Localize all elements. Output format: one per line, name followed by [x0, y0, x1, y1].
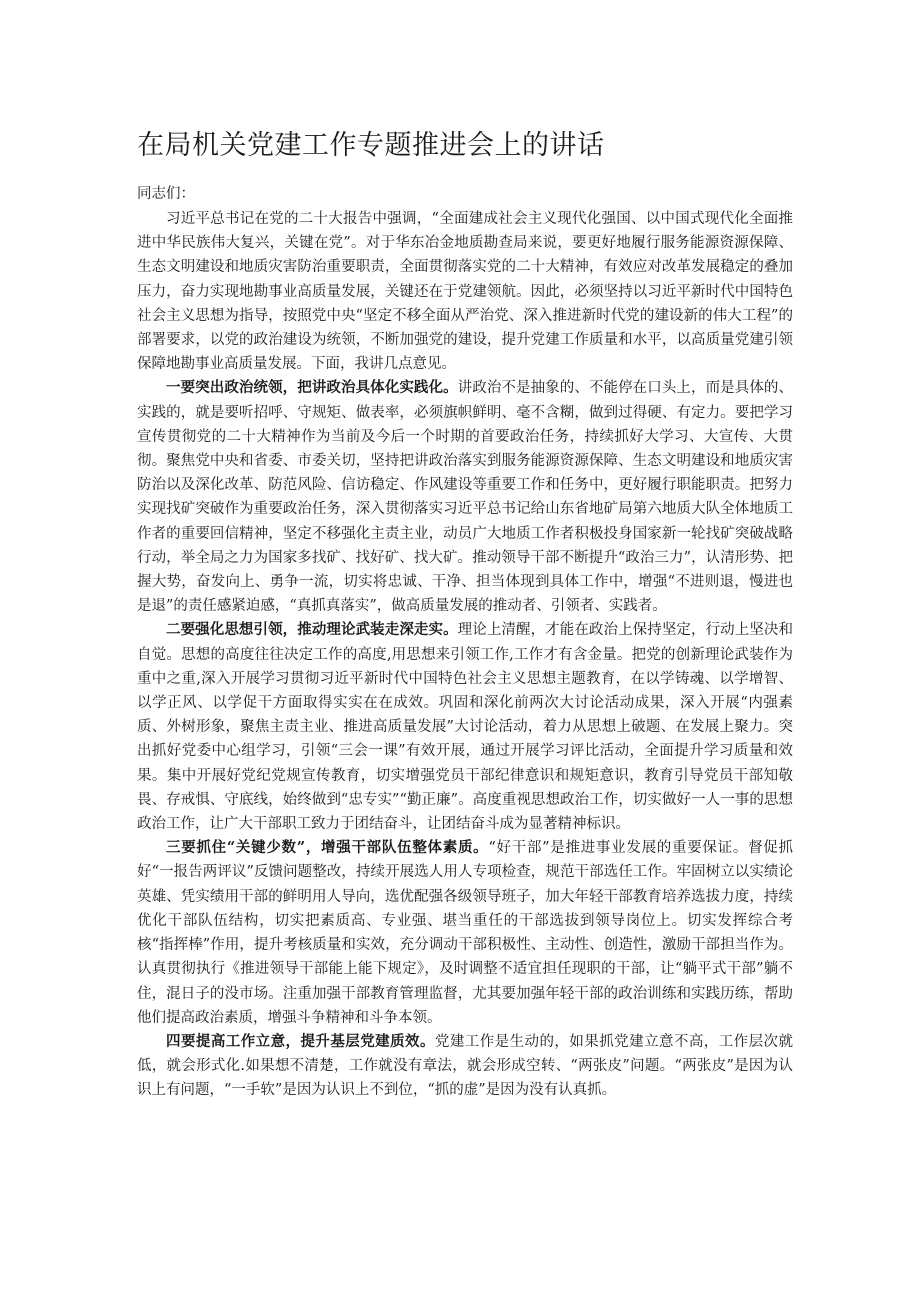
paragraph-lead: 四要提高工作立意，提升基层党建质效。	[166, 1032, 435, 1050]
paragraph-point-2	[137, 618, 793, 836]
paragraph-text: “好干部”是推进事业发展的重要保证。督促抓好“一报告两评议”反馈问题整改，持续开展选人用人专项检查，规范干部选任工作。牢固树立以实绩论英雄、凭实绩用干部的鲜明用人导向，选优配强各级领导班子，加大年轻干部教育培养选拔力度，持续优化干部队伍结构，切实把素质高、专业强、堪当重任的干部选拔到领导岗位上。切实发挥综合考核“指挥棒”作用，提升考核质量和实效，充分调动干部积极性、主动性、创造性，激励干部担当作为。认真贯彻执行《推进领导干部能上能下规定》，及时调整不适宜担任现职的干部，让“躺平式干部”躺不住，混日子的没市场。注重加强干部教育管理监督，尤其要加强年轻干部的政治训练和实践历练，帮助他们提高政治素质，增强斗争精神和斗争本领。	[137, 840, 793, 1026]
paragraph-lead: 一要突出政治统领，把讲政治具体化实践化。	[166, 379, 458, 397]
paragraph-point-3	[137, 836, 793, 1030]
salutation: 同志们：	[137, 186, 195, 202]
paragraph-text: 理论上清醒，才能在政治上保持坚定，行动上坚决和自觉。思想的高度往往决定工作的高度,用思想来引领工作,工作才有含金量。把党的创新理论武装作为重中之重,深入开展学习贯彻习近平新时代中国特色社会主义思想主题教育，在以学铸魂、以学增智、以学正风、以学促干方面取得实实在在成效。巩固和深化前两次大讨论活动成果，深入开展“内强素质、外树形象，聚焦主责主业、推进高质量发展”大讨论活动，着力从思想上破题、在发展上聚力。突出抓好党委中心组学习，引领“三会一课”有效开展，通过开展学习评比活动，全面提升学习质量和效果。集中开展好党纪党规宣传教育，切实增强党员干部纪律意识和规矩意识，教育引导党员干部知敬畏、存戒惧、守底线，始终做到“忠专实”“勤正廉”。高度重视思想政治工作，切实做好一人一事的思想政治工作，让广大干部职工致力于团结奋斗，让团结奋斗成为显著精神标识。	[137, 622, 794, 833]
paragraph-text: 讲政治不是抽象的、不能停在口头上，而是具体的、实践的，就是要听招呼、守规矩、做表率，必须旗帜鲜明、毫不含糊，做到过得硬、有定力。要把学习宣传贯彻党的二十大精神作为当前及今后一个时期的首要政治任务，持续抓好大学习、大宣传、大贯彻。聚焦党中央和省委、市委关切，坚持把讲政治落实到服务能源资源保障、生态文明建设和地质灾害防治以及深化改革、防范风险、信访稳定、作风建设等重要工作和任务中，更好履行职能职责。把努力实现找矿突破作为重要政治任务，深入贯彻落实习近平总书记给山东省地矿局第六地质大队全体地质工作者的重要回信精神，坚定不移强化主责主业，动员广大地质工作者积极投身国家新一轮找矿突破战略行动，举全局之力为国家多找矿、找好矿、找大矿。推动领导干部不断提升“政治三力”，认清形势、把握大势，奋发向上、勇争一流，切实将忠诚、干净、担当体现到具体工作中，增强“不进则退，慢进也是退”的责任感紧迫感，“真抓真落实”，做高质量发展的推动者、引领者、实践者。	[137, 380, 794, 615]
paragraph-text: 党建工作是生动的，如果抓党建立意不高，工作层次就低，就会形式化.如果想不清楚，工作就没有章法，就会形成空转、“两张皮”问题。“两张皮”是因为认识上有问题，“一手软”是因为认识上不到位，“抓的虚”是因为没有认真抓。	[137, 1033, 794, 1099]
paragraph-lead: 二要强化思想引领，推动理论武装走深走实。	[166, 621, 458, 639]
paragraph-lead: 三要抓住“关键少数”，增强干部队伍整体素质。	[166, 839, 489, 857]
document-title: 在局机关党建工作专题推进会上的讲话	[137, 130, 605, 161]
paragraph-point-1	[137, 376, 793, 618]
paragraph-text: 习近平总书记在党的二十大报告中强调，“全面建成社会主义现代化强国、以中国式现代化全面推进中华民族伟大复兴，关键在党”。对于华东冶金地质勘查局来说，要更好地履行服务能源资源保障、生态文明建设和地质灾害防治重要职责，全面贯彻落实党的二十大精神，有效应对改革发展稳定的叠加压力，奋力实现地勘事业高质量发展，关键还在于党建领航。因此，必须坚持以习近平新时代中国特色社会主义思想为指导，按照党中央“坚定不移全面从严治党、深入推进新时代党的建设新的伟大工程”的部署要求，以党的政治建设为统领，不断加强党的建设，提升党建工作质量和水平，以高质量党建引领保障地勘事业高质量发展。下面，我讲几点意见。	[137, 211, 793, 373]
paragraph-intro	[137, 207, 793, 376]
document-page	[137, 118, 793, 1103]
paragraph-point-4	[137, 1030, 793, 1103]
